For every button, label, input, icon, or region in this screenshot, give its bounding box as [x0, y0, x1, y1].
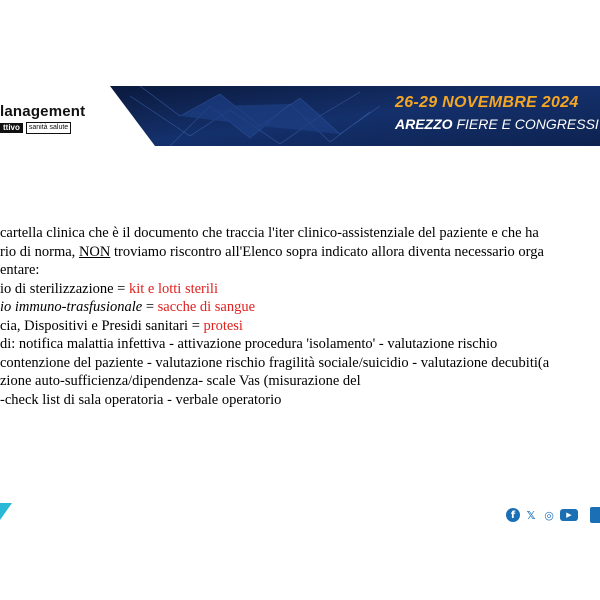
instagram-icon[interactable]: ◎	[544, 508, 554, 522]
event-place	[395, 116, 599, 132]
text-line: contenzione del paziente - valutazione rischio fragilità sociale/suicidio - valutazione decubiti(a	[0, 354, 550, 371]
brand-sub-light: sanità salute	[26, 122, 71, 134]
web-link-tab[interactable]	[590, 507, 600, 523]
facebook-icon[interactable]: f	[506, 508, 520, 522]
youtube-icon[interactable]: ▶	[560, 509, 578, 521]
footer-accent-shape	[0, 503, 14, 521]
slide-body	[0, 224, 600, 409]
highlight-text: sacche di sangue	[157, 299, 256, 315]
brand-subtitle	[0, 122, 120, 134]
text-line	[0, 298, 600, 317]
text-line: cartella clinica che è il documento che traccia l'iter clinico-assistenziale del paziente e che ha	[0, 225, 539, 241]
event-banner	[110, 86, 600, 146]
text-line: zione auto-sufficienza/dipendenza- scale Vas (misurazione del	[0, 373, 361, 389]
brand-sub-dark: ttivo	[0, 123, 23, 133]
event-dates: 26-29 NOVEMBRE 2024	[395, 94, 579, 111]
underlined-text: NON	[78, 243, 111, 260]
text-line: entare:	[0, 262, 40, 278]
text-line: di: notifica malattia infettiva - attivazione procedura 'isolamento' - valutazione rischio	[0, 336, 498, 352]
brand-logo	[0, 104, 120, 134]
italic-text: io immuno-trasfusionale	[0, 299, 143, 315]
text-span: io di sterilizzazione =	[0, 280, 129, 297]
text-span: cia, Dispositivi e Presidi sanitari =	[0, 317, 204, 334]
text-span: =	[142, 299, 158, 315]
text-span: troviamo riscontro all'Elenco sopra indicato allora diventa necessario orga	[110, 243, 544, 260]
text-line	[0, 317, 600, 336]
event-venue: FIERE E CONGRESSI	[456, 116, 599, 132]
text-span: rio di norma,	[0, 243, 79, 260]
x-icon[interactable]: 𝕏	[526, 508, 536, 522]
highlight-text: protesi	[203, 317, 243, 334]
text-line	[0, 280, 600, 299]
event-city: AREZZO	[395, 116, 453, 132]
text-line: -check list di sala operatoria - verbale operatorio	[0, 391, 282, 408]
brand-title: lanagement	[0, 103, 86, 120]
highlight-text: kit e lotti sterili	[128, 280, 218, 297]
social-links	[506, 508, 578, 522]
text-line	[0, 243, 600, 262]
